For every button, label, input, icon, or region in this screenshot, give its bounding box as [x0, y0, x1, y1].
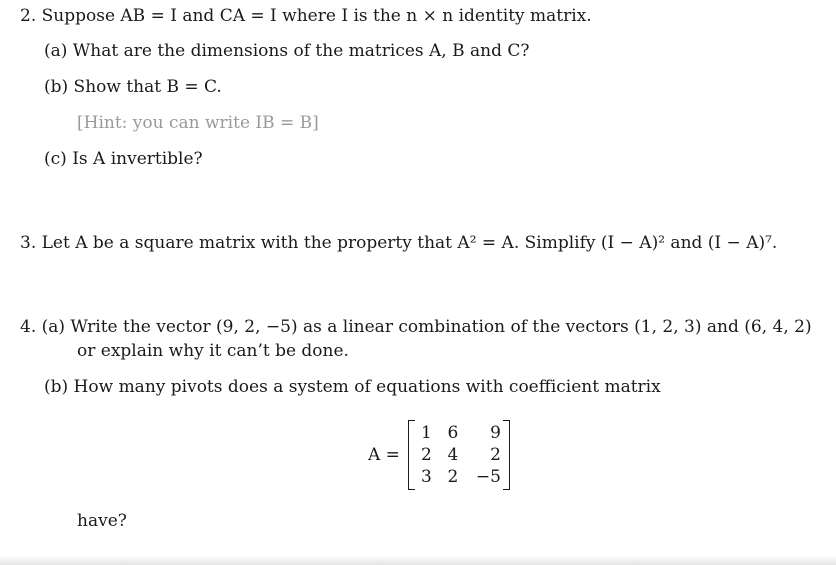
- question-4b: (b) How many pivots does a system of equations with coefficient matrix: [44, 377, 661, 397]
- question-2-stem: 2. Suppose AB = I and CA = I where I is the n × n identity matrix.: [20, 6, 592, 26]
- question-2b: (b) Show that B = C.: [44, 77, 222, 97]
- matrix-entry: 4: [447, 445, 459, 465]
- matrix-entry: 1: [420, 423, 432, 443]
- matrix-entry: 2: [420, 445, 432, 465]
- question-2c: (c) Is A invertible?: [44, 149, 203, 169]
- question-4b-tail: have?: [77, 511, 127, 531]
- question-3-stem: 3. Let A be a square matrix with the property that A² = A. Simplify (I − A)² and (I − A)⁷.: [20, 233, 778, 253]
- matrix-right-bracket: [503, 420, 510, 490]
- matrix-entry: 2: [447, 467, 459, 487]
- matrix-entry: 3: [420, 467, 432, 487]
- matrix-entry: 6: [447, 423, 459, 443]
- matrix-entries: [415, 422, 503, 488]
- bottom-fade: [0, 555, 836, 565]
- matrix-entry: −5: [475, 467, 501, 487]
- question-4a-line2: or explain why it can’t be done.: [77, 341, 349, 361]
- matrix-label: A =: [368, 445, 400, 465]
- matrix-entry: 9: [490, 423, 501, 443]
- question-4a-line1: 4. (a) Write the vector (9, 2, −5) as a linear combination of the vectors (1, 2, 3) and (6, 4, 2): [20, 317, 812, 337]
- matrix-entry: 2: [490, 445, 501, 465]
- matrix-left-bracket: [408, 420, 415, 490]
- question-2a: (a) What are the dimensions of the matrices A, B and C?: [44, 41, 530, 61]
- question-2b-hint: [Hint: you can write IB = B]: [77, 113, 319, 133]
- coefficient-matrix: [368, 420, 510, 490]
